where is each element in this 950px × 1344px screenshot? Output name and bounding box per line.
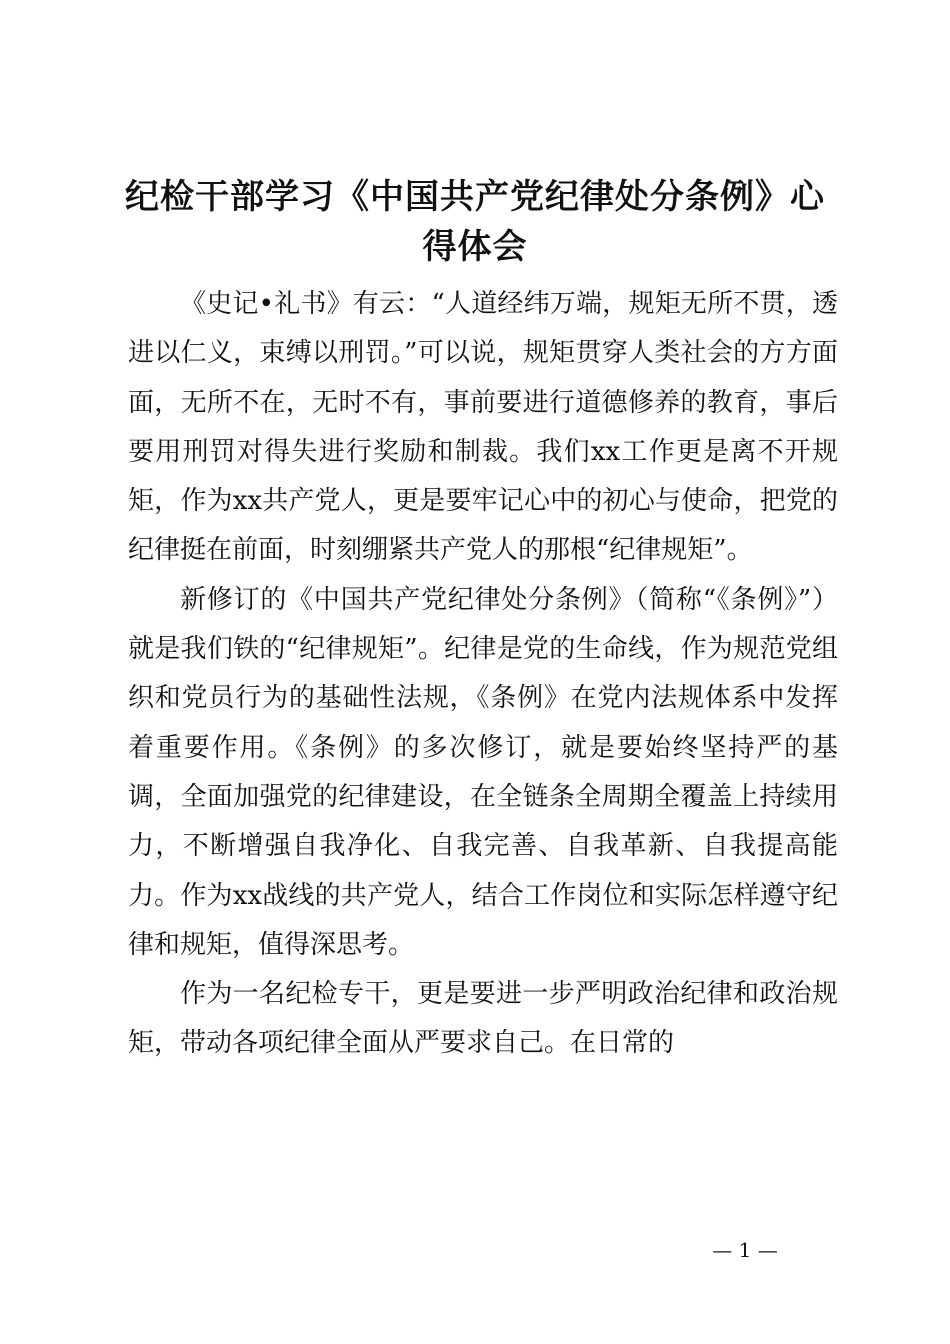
paragraph-1: 《史记•礼书》有云：“人道经纬万端，规矩无所不贯，透进以仁义，束缚以刑罚。”可以说，规矩贯穿人类社会的方方面面，无所不在，无时不有，事前要进行道德修养的教育，事后要用刑罚对得失进行奖励和制裁。我们xx工作更是离不开规矩，作为xx共产党人，更是要牢记心中的初心与使命，把党的纪律挺在前面，时刻绷紧共产党人的那根“纪律规矩”。 [128, 289, 838, 566]
page-number: — 1 — [712, 1238, 778, 1262]
paragraph-2: 新修订的《中国共产党纪律处分条例》（简称“《条例》”）就是我们铁的“纪律规矩”。纪律是党的生命线，作为规范党组织和党员行为的基础性法规，《条例》在党内法规体系中发挥着重要作用。《条例》的多次修订，就是要始终坚持严的基调，全面加强党的纪律建设，在全链条全周期全覆盖上持续用力，不断增强自我净化、自我完善、自我革新、自我提高能力。作为xx战线的共产党人，结合工作岗位和实际怎样遵守纪律和规矩，值得深思考。 [128, 584, 838, 960]
document-body [128, 280, 838, 1069]
document-title: 纪检干部学习《中国共产党纪律处分条例》心得体会 [125, 177, 825, 267]
paragraph-3: 作为一名纪检专干，更是要进一步严明政治纪律和政治规矩，带动各项纪律全面从严要求自己。在日常的 [128, 979, 838, 1059]
